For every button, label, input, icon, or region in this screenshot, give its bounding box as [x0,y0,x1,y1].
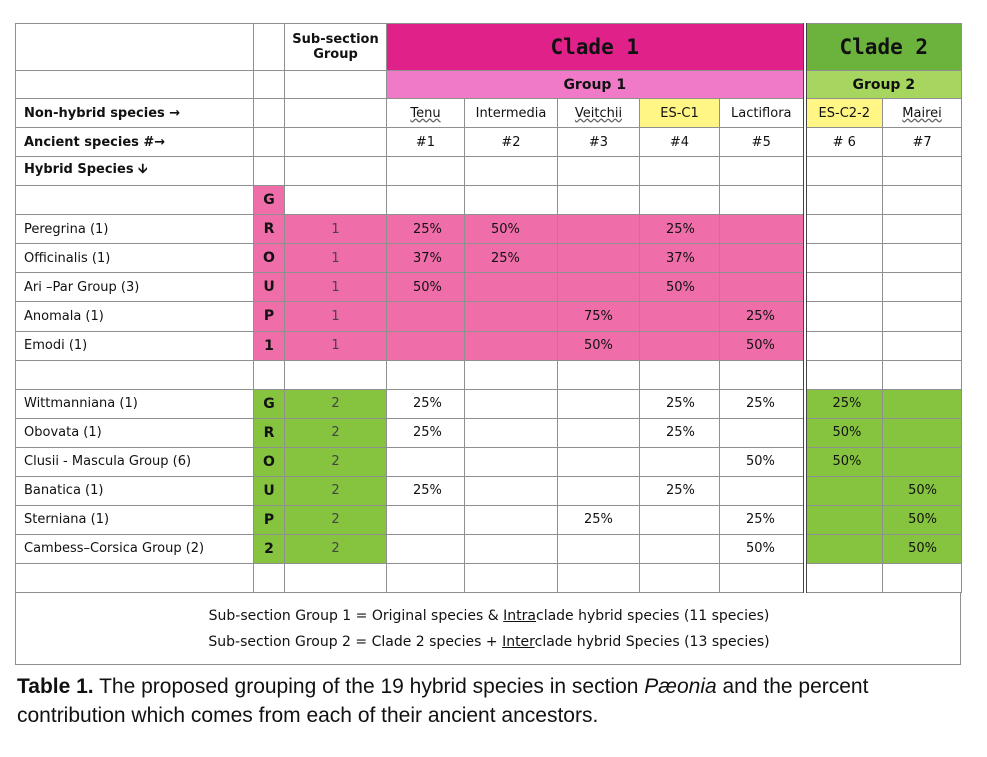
blank-cell [285,99,387,128]
blank-cell [558,563,640,592]
ancestry-table [15,23,962,593]
contribution-value [805,244,883,273]
group-letter: P [254,505,285,534]
blank-cell [16,360,254,389]
contribution-value: 25% [640,476,720,505]
contribution-value [720,476,805,505]
blank-cell [465,186,558,215]
contribution-value [640,331,720,360]
blank-cell [285,360,387,389]
contribution-value [805,302,883,331]
subsection-header: Sub-section Group [285,24,387,71]
table-row [16,418,962,447]
blank-cell [640,186,720,215]
group-letter: U [254,476,285,505]
blank-cell [254,128,285,157]
subsection-group-value: 2 [285,476,387,505]
subsection-group-value: 2 [285,505,387,534]
contribution-value: 37% [640,244,720,273]
blank-cell [465,563,558,592]
clade1-header: Clade 1 [387,24,805,71]
table-row [16,215,962,244]
blank-cell [805,157,883,186]
nonhybrid-species-header: Mairei [883,99,962,128]
hybrid-species-name: Ari –Par Group (3) [16,273,254,302]
blank-cell [16,563,254,592]
contribution-value: 50% [387,273,465,302]
table-row [16,534,962,563]
hybrid-species-name: Cambess–Corsica Group (2) [16,534,254,563]
table-caption: Table 1. The proposed grouping of the 19 hybrid species in section Pæonia and the percent contribution which comes from each of their ancient ancestors. [17,675,869,727]
blank-cell [387,157,465,186]
contribution-value: 50% [720,534,805,563]
clade2-header: Clade 2 [805,24,962,71]
contribution-value [883,244,962,273]
contribution-value [883,389,962,418]
contribution-value [883,447,962,476]
subsection-group-value: 1 [285,215,387,244]
blank-cell [720,563,805,592]
blank-cell [254,71,285,99]
nonhybrid-species-header: Tenu [387,99,465,128]
contribution-value: 25% [720,302,805,331]
blank-cell [16,71,254,99]
blank-cell [720,360,805,389]
contribution-value: 25% [805,389,883,418]
hybrid-species-name: Banatica (1) [16,476,254,505]
blank-cell [805,186,883,215]
blank-cell [16,186,254,215]
hybrid-species-name: Obovata (1) [16,418,254,447]
contribution-value: 50% [883,505,962,534]
separator-row [16,563,962,592]
nonhybrid-label: Non-hybrid species → [16,99,254,128]
blank-cell [285,128,387,157]
contribution-value [805,215,883,244]
contribution-value: 25% [720,505,805,534]
blank-cell [640,157,720,186]
nonhybrid-species-header: ES-C1 [640,99,720,128]
hybrid-label: Hybrid Species 🡫 [16,157,254,186]
ancient-species-number: #1 [387,128,465,157]
subsection-group-value: 2 [285,389,387,418]
group1-header: Group 1 [387,71,805,99]
separator-row [16,360,962,389]
blank-cell [465,157,558,186]
subsection-group-value: 1 [285,302,387,331]
subsection-group-value: 2 [285,534,387,563]
hybrid-species-name: Clusii - Mascula Group (6) [16,447,254,476]
contribution-value [640,505,720,534]
blank-cell [285,71,387,99]
contribution-value [387,331,465,360]
blank-cell [285,563,387,592]
contribution-value: 50% [883,534,962,563]
contribution-value [883,273,962,302]
contribution-value [465,273,558,302]
figure [15,23,961,665]
contribution-value: 50% [805,447,883,476]
contribution-value [465,534,558,563]
contribution-value: 50% [640,273,720,302]
contribution-value: 50% [558,331,640,360]
contribution-value [805,505,883,534]
blank-cell [254,563,285,592]
blank-cell [883,157,962,186]
group-letter: G [254,389,285,418]
contribution-value: 50% [720,447,805,476]
blank-cell [720,157,805,186]
contribution-value: 50% [465,215,558,244]
contribution-value [720,273,805,302]
ancient-species-number: #7 [883,128,962,157]
blank-cell [254,157,285,186]
hybrid-species-name: Officinalis (1) [16,244,254,273]
group-letter: G [254,186,285,215]
blank-cell [285,157,387,186]
hybrid-species-name: Emodi (1) [16,331,254,360]
table-footer [15,593,961,665]
nonhybrid-species-header: Intermedia [465,99,558,128]
ancient-species-number: # 6 [805,128,883,157]
contribution-value [558,534,640,563]
footer-line-2: Sub-section Group 2 = Clade 2 species + Interclade hybrid Species (13 species) [208,634,770,650]
blank-cell [465,360,558,389]
hybrid-species-name: Sterniana (1) [16,505,254,534]
contribution-value [883,302,962,331]
blank-cell [720,186,805,215]
contribution-value: 25% [465,244,558,273]
ancient-species-number: #2 [465,128,558,157]
subsection-group-value: 1 [285,273,387,302]
ancient-label: Ancient species #→ [16,128,254,157]
group-letter: 2 [254,534,285,563]
table-row [16,273,962,302]
contribution-value: 25% [640,418,720,447]
contribution-value: 25% [720,389,805,418]
hybrid-species-name: Wittmanniana (1) [16,389,254,418]
blank-cell [387,360,465,389]
contribution-value: 50% [805,418,883,447]
contribution-value [558,273,640,302]
contribution-value [640,534,720,563]
group-letter: P [254,302,285,331]
contribution-value [640,302,720,331]
contribution-value [883,331,962,360]
contribution-value [387,505,465,534]
contribution-value [720,244,805,273]
group2-header: Group 2 [805,71,962,99]
contribution-value [387,534,465,563]
contribution-value [558,418,640,447]
nonhybrid-species-header: ES-C2-2 [805,99,883,128]
ancient-species-number: #5 [720,128,805,157]
contribution-value [805,331,883,360]
contribution-value [805,273,883,302]
table-row [16,505,962,534]
table-row [16,447,962,476]
blank-cell [883,563,962,592]
contribution-value [465,476,558,505]
contribution-value [465,302,558,331]
contribution-value: 37% [387,244,465,273]
contribution-value [640,447,720,476]
hybrid-species-name: Anomala (1) [16,302,254,331]
blank-cell [254,99,285,128]
contribution-value: 25% [640,389,720,418]
table-row [16,331,962,360]
contribution-value [465,447,558,476]
contribution-value: 50% [883,476,962,505]
contribution-value [558,215,640,244]
contribution-value: 50% [720,331,805,360]
contribution-value [805,534,883,563]
blank-cell [558,186,640,215]
subsection-group-value: 2 [285,418,387,447]
table-row [16,302,962,331]
group-letter: 1 [254,331,285,360]
subsection-group-value: 2 [285,447,387,476]
contribution-value [720,418,805,447]
group-letter: O [254,244,285,273]
table-row [16,389,962,418]
blank-cell [558,157,640,186]
blank-cell [805,563,883,592]
contribution-value: 75% [558,302,640,331]
contribution-value [558,389,640,418]
subsection-group-value: 1 [285,331,387,360]
contribution-value: 25% [387,389,465,418]
contribution-value: 25% [387,476,465,505]
blank-cell [285,186,387,215]
contribution-value [558,476,640,505]
contribution-value: 25% [387,418,465,447]
hybrid-species-name: Peregrina (1) [16,215,254,244]
contribution-value: 25% [558,505,640,534]
blank-cell [883,360,962,389]
contribution-value [465,505,558,534]
blank-cell [805,360,883,389]
contribution-value [558,244,640,273]
blank-cell [254,360,285,389]
group-letter: R [254,418,285,447]
table-row [16,476,962,505]
blank-cell [387,186,465,215]
table-row [16,244,962,273]
group-letter: O [254,447,285,476]
blank-cell [640,360,720,389]
blank-cell [883,186,962,215]
contribution-value [720,215,805,244]
contribution-value [465,418,558,447]
subsection-group-value: 1 [285,244,387,273]
group-letter: R [254,215,285,244]
contribution-value [387,447,465,476]
nonhybrid-species-header: Lactiflora [720,99,805,128]
ancient-species-number: #3 [558,128,640,157]
contribution-value [883,418,962,447]
footer-line-1: Sub-section Group 1 = Original species & Intraclade hybrid species (11 species) [208,608,770,624]
blank-cell [16,24,254,71]
group-letter: U [254,273,285,302]
contribution-value [465,389,558,418]
contribution-value [387,302,465,331]
blank-cell [254,24,285,71]
blank-cell [640,563,720,592]
ancient-species-number: #4 [640,128,720,157]
nonhybrid-species-header: Veitchii [558,99,640,128]
contribution-value [883,215,962,244]
contribution-value: 25% [387,215,465,244]
blank-cell [387,563,465,592]
contribution-value: 25% [640,215,720,244]
contribution-value [465,331,558,360]
contribution-value [558,447,640,476]
blank-cell [558,360,640,389]
contribution-value [805,476,883,505]
